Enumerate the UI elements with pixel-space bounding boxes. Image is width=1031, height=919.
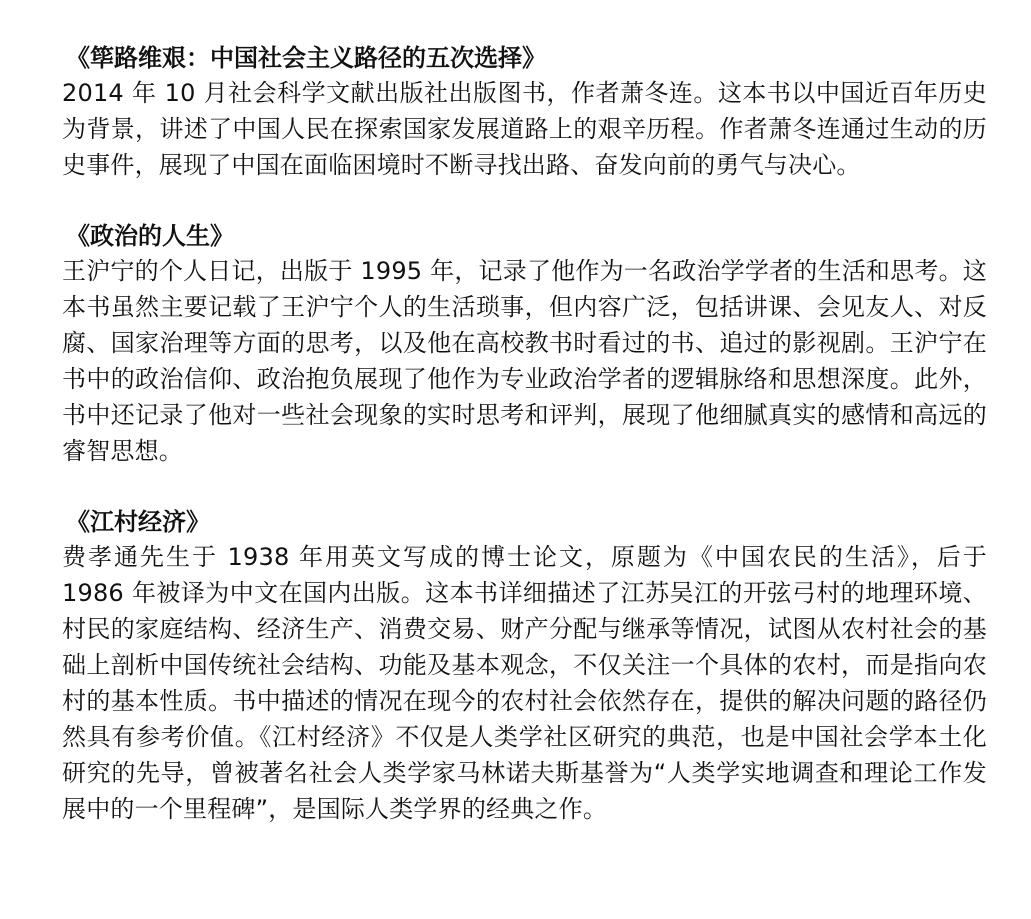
book-title: 《江村经济》 — [66, 508, 210, 536]
book-description: 2014 年 10 月社会科学文献出版社出版图书，作者萧冬连。这本书以中国近百年历史为背景，讲述了中国人民在探索国家发展道路上的艰辛历程。作者萧冬连通过生动的历史事件，展现了中国在面临困境时不断寻找出路、奋发向前的勇气与决心。 — [62, 79, 987, 179]
book-title: 《政治的人生》 — [66, 222, 234, 250]
book-title: 《筚路维艰：中国社会主义路径的五次选择》 — [66, 44, 546, 72]
book-description: 费孝通先生于 1938 年用英文写成的博士论文，原题为《中国农民的生活》，后于 1986 年被译为中文在国内出版。这本书详细描述了江苏吴江的开弦弓村的地理环境、村民的家庭结构、经济生产、消费交易、财产分配与继承等情况，试图从农村社会的基础上剖析中国传统社会结构、功能及基本观念，不仅关注一个具体的农村，而是指向农村的基本性质。书中描述的情况在现今的农村社会依然存在，提供的解决问题的路径仍然具有参考价值。《江村经济》不仅是人类学社区研究的典范，也是中国社会学本土化研究的先导，曾被著名社会人类学家马林诺夫斯基誉为“人类学实地调查和理论工作发展中的一个里程碑”，是国际人类学界的经典之作。 — [62, 543, 987, 823]
book-entry-3 — [62, 506, 987, 827]
book-list-document — [62, 42, 987, 827]
book-description: 王沪宁的个人日记，出版于 1995 年，记录了他作为一名政治学学者的生活和思考。这本书虽然主要记载了王沪宁个人的生活琐事，但内容广泛，包括讲课、会见友人、对反腐、国家治理等方面的思考，以及他在高校教书时看过的书、追过的影视剧。王沪宁在书中的政治信仰、政治抱负展现了他作为专业政治学者的逻辑脉络和思想深度。此外，书中还记录了他对一些社会现象的实时思考和评判，展现了他细腻真实的感情和高远的睿智思想。 — [62, 257, 987, 465]
book-entry-2 — [62, 220, 987, 469]
book-entry-1 — [62, 42, 987, 183]
